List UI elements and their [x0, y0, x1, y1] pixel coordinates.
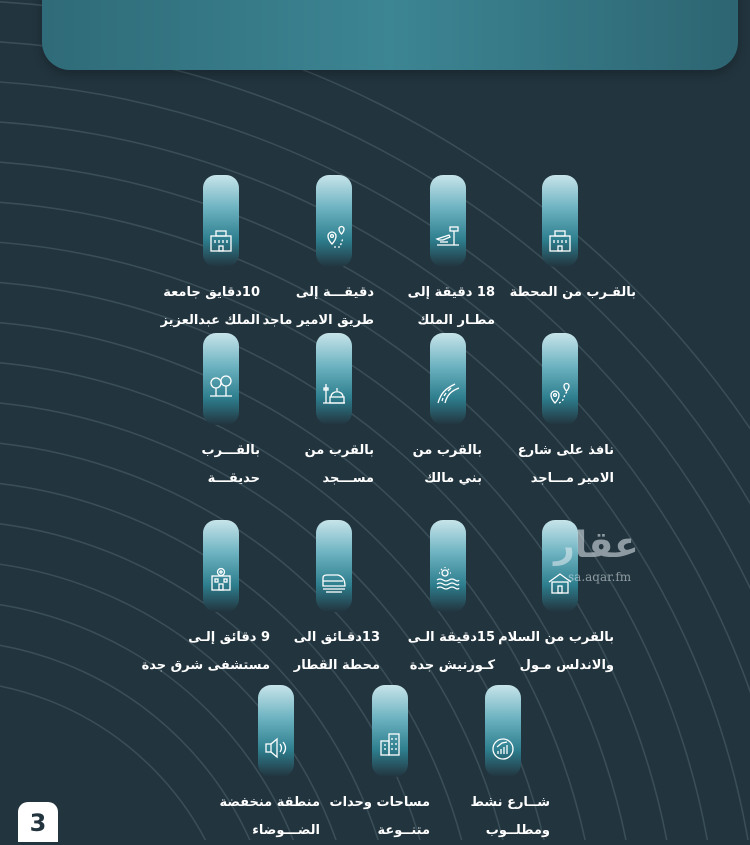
feature-label [120, 279, 260, 335]
buildings-icon [377, 731, 403, 757]
feature-line1: نافذ على شارع [517, 443, 614, 458]
feature-pill [316, 333, 352, 425]
location-route-icon [321, 225, 347, 251]
feature-pill [203, 333, 239, 425]
watermark-logo: عقار [554, 525, 639, 566]
hospital-icon [208, 566, 234, 592]
feature-line2: والاندلس مـول [519, 658, 614, 673]
feature-station [496, 175, 636, 335]
feature-line1: منطقة منخفضة [219, 795, 320, 810]
feature-pill [542, 333, 578, 425]
feature-pill [430, 520, 466, 612]
feature-line1: شــارع نشط [470, 795, 550, 810]
feature-label [474, 624, 614, 680]
feature-pill [203, 175, 239, 267]
feature-line2: محطة القطار [293, 658, 380, 673]
feature-line1: 13دقـائق الى [293, 630, 380, 645]
feature-line2: الملك عبدالعزيز [160, 313, 260, 328]
feature-pill [203, 520, 239, 612]
feature-prince-majed-street [474, 333, 614, 493]
feature-line2: طريق الامير ماجد [262, 313, 374, 328]
feature-pill [372, 685, 408, 777]
feature-line2: ومطلــوب [485, 823, 550, 838]
feature-pill [316, 520, 352, 612]
feature-line2: الامير مـــاجد [530, 471, 614, 486]
feature-line1: دقيقـــة إلى [295, 285, 374, 300]
feature-line2: الضـــوضاء [252, 823, 320, 838]
header-banner [42, 0, 738, 70]
feature-label [180, 789, 320, 845]
feature-label [410, 789, 550, 845]
mosque-icon [321, 379, 347, 405]
feature-line1: بالقـــرب [201, 443, 260, 458]
park-trees-icon [208, 373, 234, 399]
corniche-sea-icon [435, 564, 461, 590]
feature-label [496, 279, 636, 307]
feature-line1: بالقـرب من المحطة [509, 285, 636, 300]
feature-hospital [130, 520, 270, 680]
feature-line1: 18 دقيقة إلى [407, 285, 495, 300]
train-icon [321, 568, 347, 594]
feature-line1: 10دقايق جامعة [163, 285, 260, 300]
feature-low-noise [180, 685, 320, 845]
feature-line1: مساحات وحدات [329, 795, 430, 810]
page-number: 3 [18, 802, 58, 842]
feature-line2: كـورنيش جدة [409, 658, 495, 673]
feature-line2: بني مالك [424, 471, 482, 486]
feature-label [355, 279, 495, 335]
feature-line2: مستشفى شرق جدة [141, 658, 270, 673]
feature-line1: 9 دقائق إلـى [188, 630, 270, 645]
low-noise-speaker-icon [263, 735, 289, 761]
feature-pill [258, 685, 294, 777]
airport-icon [435, 223, 461, 249]
feature-park [120, 333, 260, 493]
aqar-watermark [540, 525, 670, 595]
feature-line2: مطـار الملك [417, 313, 495, 328]
feature-airport [355, 175, 495, 335]
feature-label [130, 624, 270, 680]
feature-line1: بالقرب من [304, 443, 374, 458]
feature-label [474, 437, 614, 493]
university-building-icon [208, 227, 234, 253]
feature-line1: بالقرب من [412, 443, 482, 458]
feature-pill [430, 175, 466, 267]
station-building-icon [547, 227, 573, 253]
road-icon [435, 379, 461, 405]
feature-line1: 15دقيقة الـى [407, 630, 495, 645]
feature-pill [542, 175, 578, 267]
feature-line2: متنــوعة [377, 823, 430, 838]
feature-label [120, 437, 260, 493]
feature-line2: حديقـــة [207, 471, 260, 486]
feature-pill [485, 685, 521, 777]
feature-active-street [410, 685, 550, 845]
feature-pill [430, 333, 466, 425]
watermark-url: sa.aqar.fm [568, 570, 632, 584]
feature-pill [316, 175, 352, 267]
feature-line1: بالقرب من السلام [498, 630, 614, 645]
growth-chart-icon [490, 735, 516, 761]
location-route-icon [547, 381, 573, 407]
feature-line2: مســـجد [322, 471, 374, 486]
feature-university [120, 175, 260, 335]
